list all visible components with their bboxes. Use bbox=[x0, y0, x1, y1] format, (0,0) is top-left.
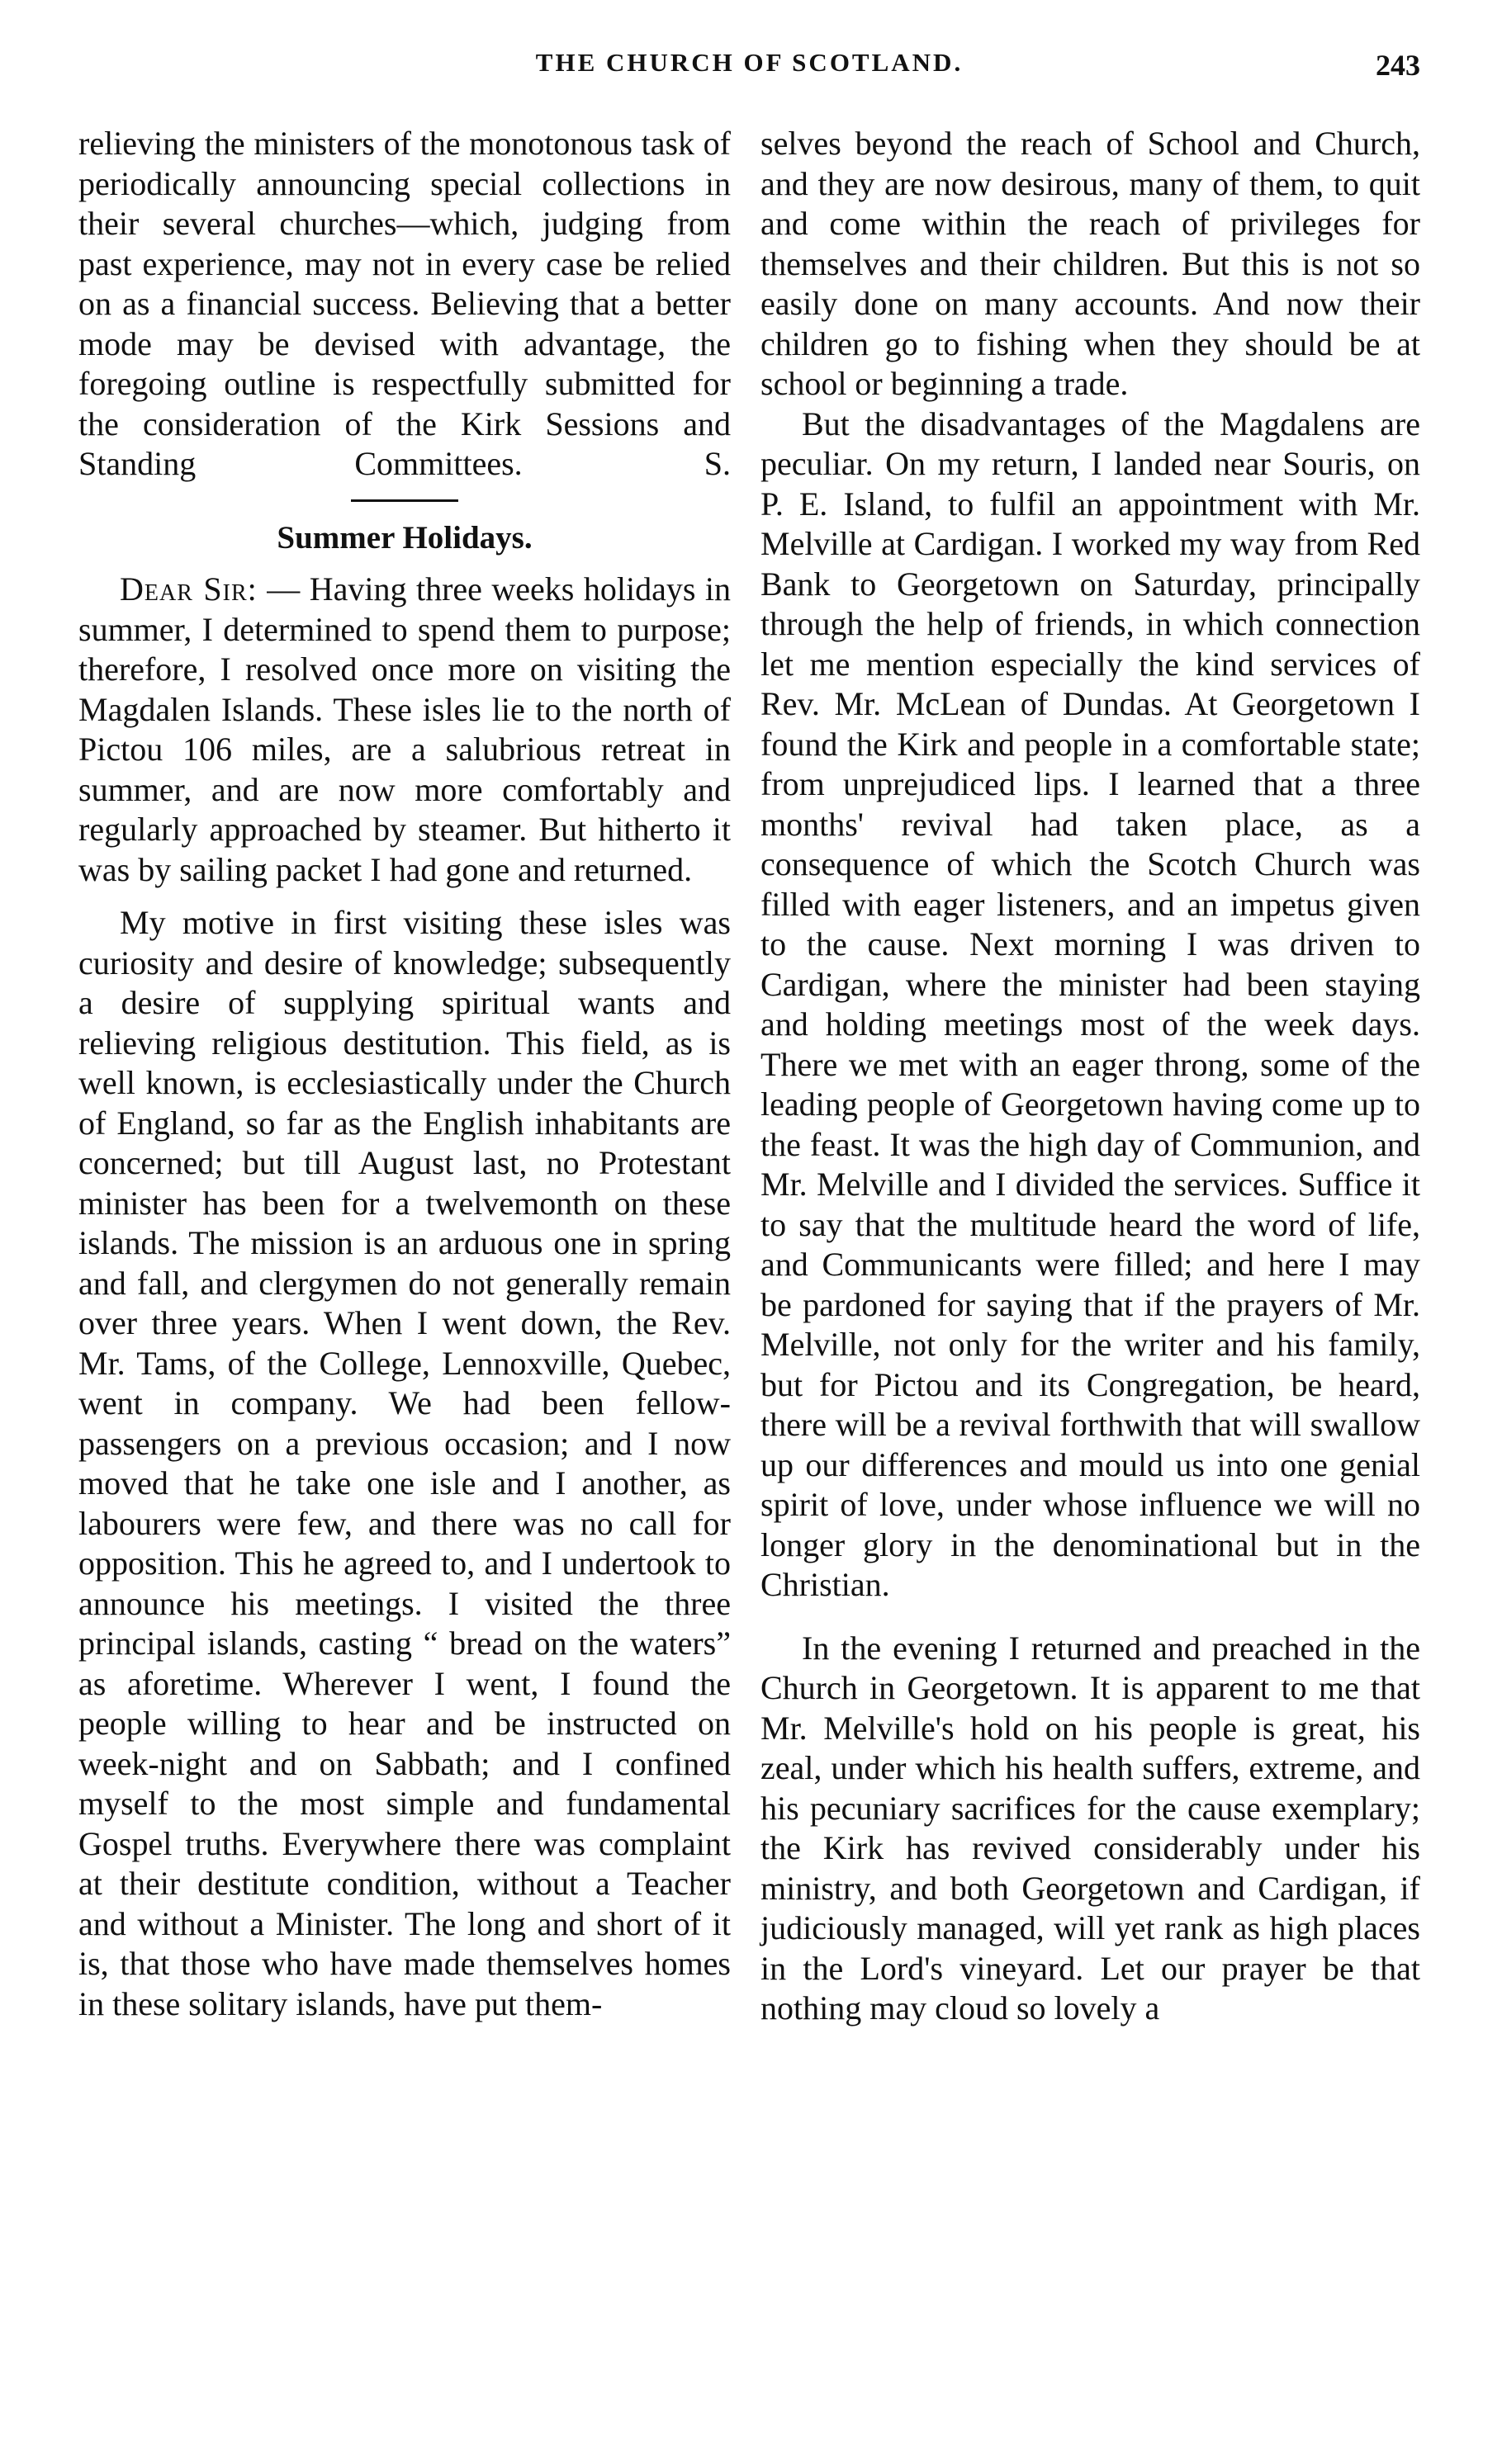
right-paragraph-1: selves beyond the reach of School and Church, and they are now desirous, many of them, to quit and come within the reach of privileges for themselves and their children. But this is not so easily done on many accounts. And now their children go to fishing when they should be at school or beginning a trade. bbox=[760, 125, 1420, 402]
page-number: 243 bbox=[1376, 49, 1420, 82]
running-title: THE CHURCH OF SCOTLAND. bbox=[535, 48, 964, 77]
right-column bbox=[760, 124, 1420, 2029]
left-paragraph-2 bbox=[78, 570, 731, 890]
left-column bbox=[78, 124, 731, 2024]
right-paragraph-2: But the disadvantages of the Magdalens are peculiar. On my return, I landed near Souris, on P. E. Island, to fulfil an appointment with Mr. Melville at Cardigan. I worked my way from Red Bank to Georgetown on Saturday, principally through the help of friends, in which connection let me mention especially the kind services of Rev. Mr. McLean of Dundas. At Georgetown I found the Kirk and people in a comfortable state; from unprejudiced lips. I learned that a three months' revival had taken place, as a consequence of which the Scotch Church was filled with eager listeners, and an impetus given to the cause. Next morning I was driven to Cardigan, where the minister had been staying and holding meetings most of the week days. There we met with an eager throng, some of the leading people of Georgetown having come up to the feast. It was the high day of Communion, and Mr. Melville and I divided the services. Suffice it to say that the multitude heard the word of life, and Communicants were filled; and here I may be pardoned for saying that if the prayers of Mr. Melville, not only for the writer and his family, but for Pictou and its Congregation, be heard, there will be a revival forthwith that will swallow up our differences and mould us into one genial spirit of love, under whose influence we will no longer glory in the denominational but in the Christian. bbox=[760, 404, 1420, 1603]
left-paragraph-1-text: relieving the ministers of the monotonous task of periodically announcing special collections in their several churches—which, judging from past experience, may not in every case be relied on as a financial success. Believing that a better mode may be devised with advantage, the foregoing outline is respectfully submitted for the consideration of the Kirk Sessions and Standing Committees. bbox=[78, 125, 731, 482]
signature-initial: S. bbox=[704, 445, 732, 482]
section-title: Summer Holidays. bbox=[277, 519, 533, 556]
salutation: Dear Sir: bbox=[120, 570, 258, 608]
left-paragraph-1 bbox=[78, 124, 731, 485]
running-head bbox=[78, 48, 1420, 97]
left-paragraph-3: My motive in first visiting these isles was curiosity and desire of knowledge; subsequently a desire of supplying spiritual wants and relieving religious destitution. This field, as is well known, is ecclesiastically under the Church of England, so far as the English inhabitants are concerned; but till August last, no Protestant minister has been for a twelvemonth on these islands. The mission is an arduous one in spring and fall, and clergymen do not generally remain over three years. When I went down, the Rev. Mr. Tams, of the College, Lennoxville, Quebec, went in company. We had been fellow-passengers on a previous occasion; and I now moved that he take one isle and I another, as labourers were few, and there was no call for opposition. This he agreed to, and I undertook to announce his meetings. I visited the three principal islands, casting “ bread on the waters” as aforetime. Wherever I went, I found the people willing to hear and be instructed on week-night and on Sabbath; and I confined myself to the most simple and fundamental Gospel truths. Everywhere there was complaint at their destitute condition, without a Teacher and without a Minister. The long and short of it is, that those who have made themselves homes in these solitary islands, have put them- bbox=[78, 904, 731, 2022]
right-paragraph-3: In the evening I returned and preached in the Church in Georgetown. It is apparent to me that Mr. Melville's hold on his people is great, his zeal, under which his health suffers, extreme, and his pecuniary sacrifices for the cause exemplary; the Kirk has revived considerably under his ministry, and both Georgetown and Cardigan, if judiciously managed, will yet rank as high places in the Lord's vineyard. Let our prayer be that nothing may cloud so lovely a bbox=[760, 1629, 1420, 2027]
section-divider bbox=[351, 499, 458, 502]
left-paragraph-2-text: — Having three weeks holidays in summer, I determined to spend them to purpose; therefore, I resolved once more on visiting the Magdalen Islands. These isles lie to the north of Pictou 106 miles, are a salubrious retreat in summer, and are now more comfortably and regularly approached by steamer. But hitherto it was by sailing packet I had gone and returned. bbox=[78, 570, 731, 888]
